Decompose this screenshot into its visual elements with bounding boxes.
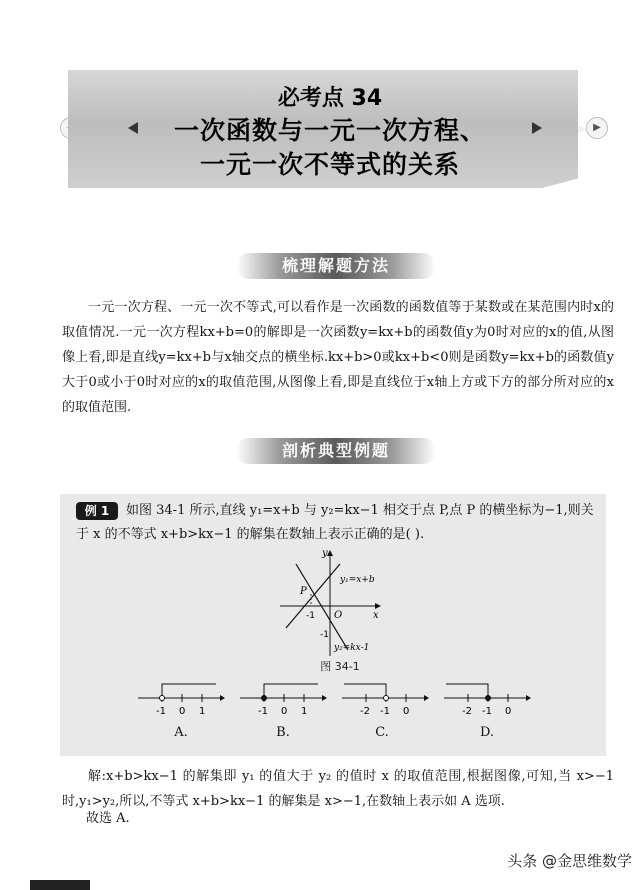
number-line-arrow-icon (220, 695, 225, 701)
solution-ray (344, 684, 386, 694)
next-page-arrow-icon[interactable]: ▶ (586, 117, 608, 139)
tick-label: -1 (258, 706, 268, 717)
tick-label: 1 (301, 706, 308, 717)
option-b-label[interactable]: B. (276, 725, 290, 740)
solution-paragraph: 解:x+b>kx−1 的解集即 y₁ 的值大于 y₂ 的值时 x 的取值范围,根据图像,可知,当 x>−1 时,y₁>y₂,所以,不等式 x+b>kx−1 的解集是 x>−1,在数轴上表示如 A 选项. (62, 769, 614, 809)
point-p-label: P (300, 586, 307, 597)
option-d-label[interactable]: D. (479, 725, 495, 740)
solution-ray (162, 684, 216, 694)
section-heading-examples: 剖析典型例题 (236, 438, 436, 464)
number-line-option-a[interactable] (136, 678, 226, 720)
title-line-3: 一元一次不等式的关系 (199, 150, 460, 179)
y-axis-label: y (322, 548, 328, 559)
origin-label: O (334, 610, 343, 621)
number-line-arrow-icon (322, 695, 327, 701)
x-tick-neg1: -1 (306, 611, 315, 621)
line-y2-label: y₂=kx-1 (334, 643, 370, 653)
footer-bar (30, 880, 90, 890)
number-line-option-b[interactable] (238, 678, 328, 720)
number-line-option-d[interactable] (442, 678, 532, 720)
y-intercept-neg1: -1 (320, 630, 329, 640)
solution-conclusion: 故选 A. (86, 811, 130, 826)
x-axis-arrow-icon (375, 603, 381, 609)
tick-label: -1 (482, 706, 492, 717)
title-line-1: 必考点 34 (277, 86, 383, 111)
tick-label: -2 (462, 706, 472, 717)
x-axis-label: x (373, 610, 379, 621)
title-line-2: 一次函数与一元一次方程、 (173, 116, 486, 145)
watermark-text: 头条 @金思维数学 (507, 852, 632, 870)
open-endpoint (384, 696, 389, 701)
intro-paragraph: 一元一次方程、一元一次不等式,可以看作是一次函数的函数值等于某数或在某范围内时x的取值情况.一元一次方程kx+b=0的解即是一次函数y=kx+b的函数值y为0时对应的x的值,从图像上看,即是直线y=kx+b与x轴交点的横坐标.kx+b>0或kx+b<0则是函数y=kx+b的函数值y大于0或小于0时对应的x的取值范围,从图像上看,即是直线位于x轴上方或下方的部分所对应的x的取值范围. (62, 300, 614, 415)
tick-label: -1 (380, 706, 390, 717)
tick-label: 0 (179, 706, 186, 717)
open-endpoint (160, 696, 165, 701)
figure-caption: 图 34-1 (320, 660, 360, 673)
tick-label: -1 (156, 706, 166, 717)
figure-34-1-graph (270, 546, 390, 658)
section-heading-method: 梳理解题方法 (236, 253, 436, 279)
solution-ray (264, 684, 318, 694)
number-line-arrow-icon (526, 695, 531, 701)
tick-label: 0 (281, 706, 288, 717)
tick-label: 0 (403, 706, 410, 717)
example-question: 如图 34-1 所示,直线 y₁=x+b 与 y₂=kx−1 相交于点 P,点 P 的横坐标为−1,则关于 x 的不等式 x+b>kx−1 的解集在数轴上表示正确的是( ). (76, 503, 594, 542)
y-axis-arrow-icon (327, 550, 333, 556)
tick-label: 1 (199, 706, 206, 717)
option-c-label[interactable]: C. (375, 725, 389, 740)
closed-endpoint (262, 696, 267, 701)
closed-endpoint (486, 696, 491, 701)
solution-ray (446, 684, 488, 694)
line-y1-label: y₁=x+b (340, 575, 375, 585)
example-tag: 例 1 (76, 502, 118, 520)
number-line-option-c[interactable] (340, 678, 430, 720)
page-title (100, 84, 560, 182)
number-line-arrow-icon (424, 695, 429, 701)
option-a-label[interactable]: A. (174, 725, 188, 740)
tick-label: 0 (505, 706, 512, 717)
tick-label: -2 (360, 706, 370, 717)
